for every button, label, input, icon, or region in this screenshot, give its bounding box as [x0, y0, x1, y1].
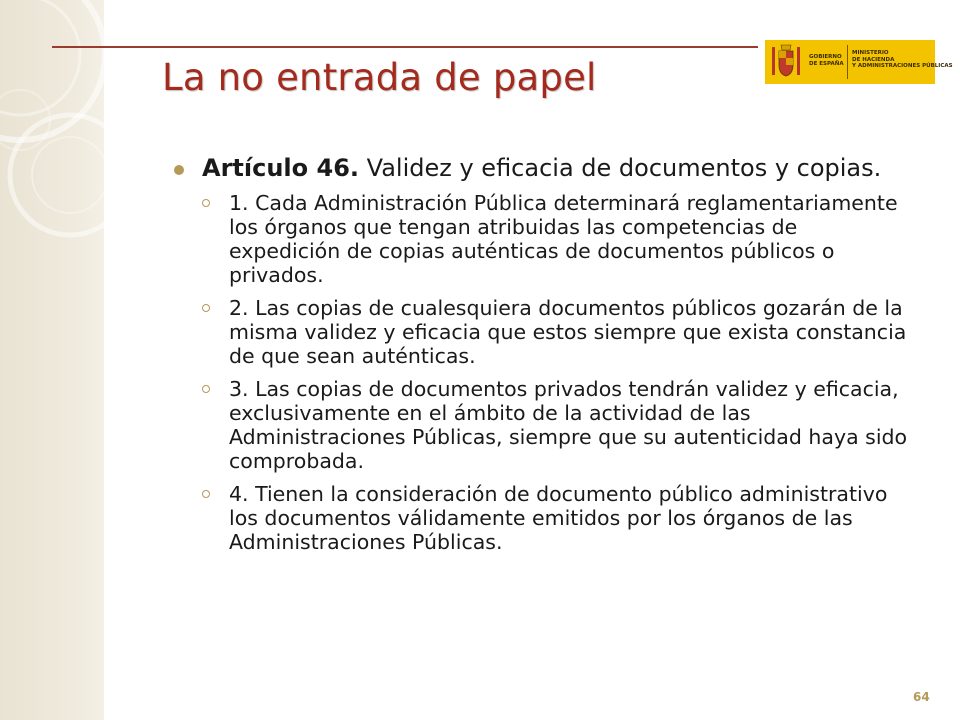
ring-bullet-icon [202, 304, 210, 312]
ring-bullet-icon [202, 199, 210, 207]
logo-government-text: GOBIERNO DE ESPAÑA [809, 54, 844, 67]
government-logo [765, 40, 953, 84]
sub-bullet-4 [172, 482, 911, 554]
article-heading: Artículo 46. [202, 154, 360, 182]
main-bullet [172, 154, 912, 183]
bullet-dot-icon [174, 165, 184, 175]
sub-bullet-1 [172, 191, 911, 287]
sub-bullet-2 [172, 296, 911, 368]
sub-bullet-text: 3. Las copias de documentos privados tendrán validez y eficacia, exclusivamente en el ámbito de la actividad de las Administraciones Públicas, siempre que su autenticidad haya sido comprobada. [229, 377, 908, 473]
article-description: Validez y eficacia de documentos y copias. [359, 154, 882, 182]
logo-ministry-text: MINISTERIO DE HACIENDA Y ADMINISTRACIONES PÚBLICAS [852, 50, 953, 69]
slide-title: La no entrada de papel [162, 56, 597, 99]
decorative-side-band [0, 0, 104, 720]
sub-bullet-text: 2. Las copias de cualesquiera documentos públicos gozarán de la misma validez y eficacia que estos siempre que exista constancia de que sean auténticas. [229, 296, 907, 368]
slide-content [172, 154, 912, 563]
coat-of-arms-icon [769, 43, 803, 81]
ring-bullet-icon [202, 385, 210, 393]
title-rule [52, 46, 758, 48]
logo-separator [847, 45, 848, 79]
ring-bullet-icon [202, 490, 210, 498]
sub-bullet-3 [172, 377, 911, 473]
sub-bullet-text: 4. Tienen la consideración de documento público administrativo los documentos válidamente emitidos por los órganos de las Administraciones Públicas. [229, 482, 888, 554]
sub-bullet-text: 1. Cada Administración Pública determinará reglamentariamente los órganos que tengan atribuidas las competencias de expedición de copias auténticas de documentos públicos o privados. [229, 191, 898, 287]
page-number: 64 [913, 690, 930, 704]
decorative-circles [0, 0, 104, 720]
